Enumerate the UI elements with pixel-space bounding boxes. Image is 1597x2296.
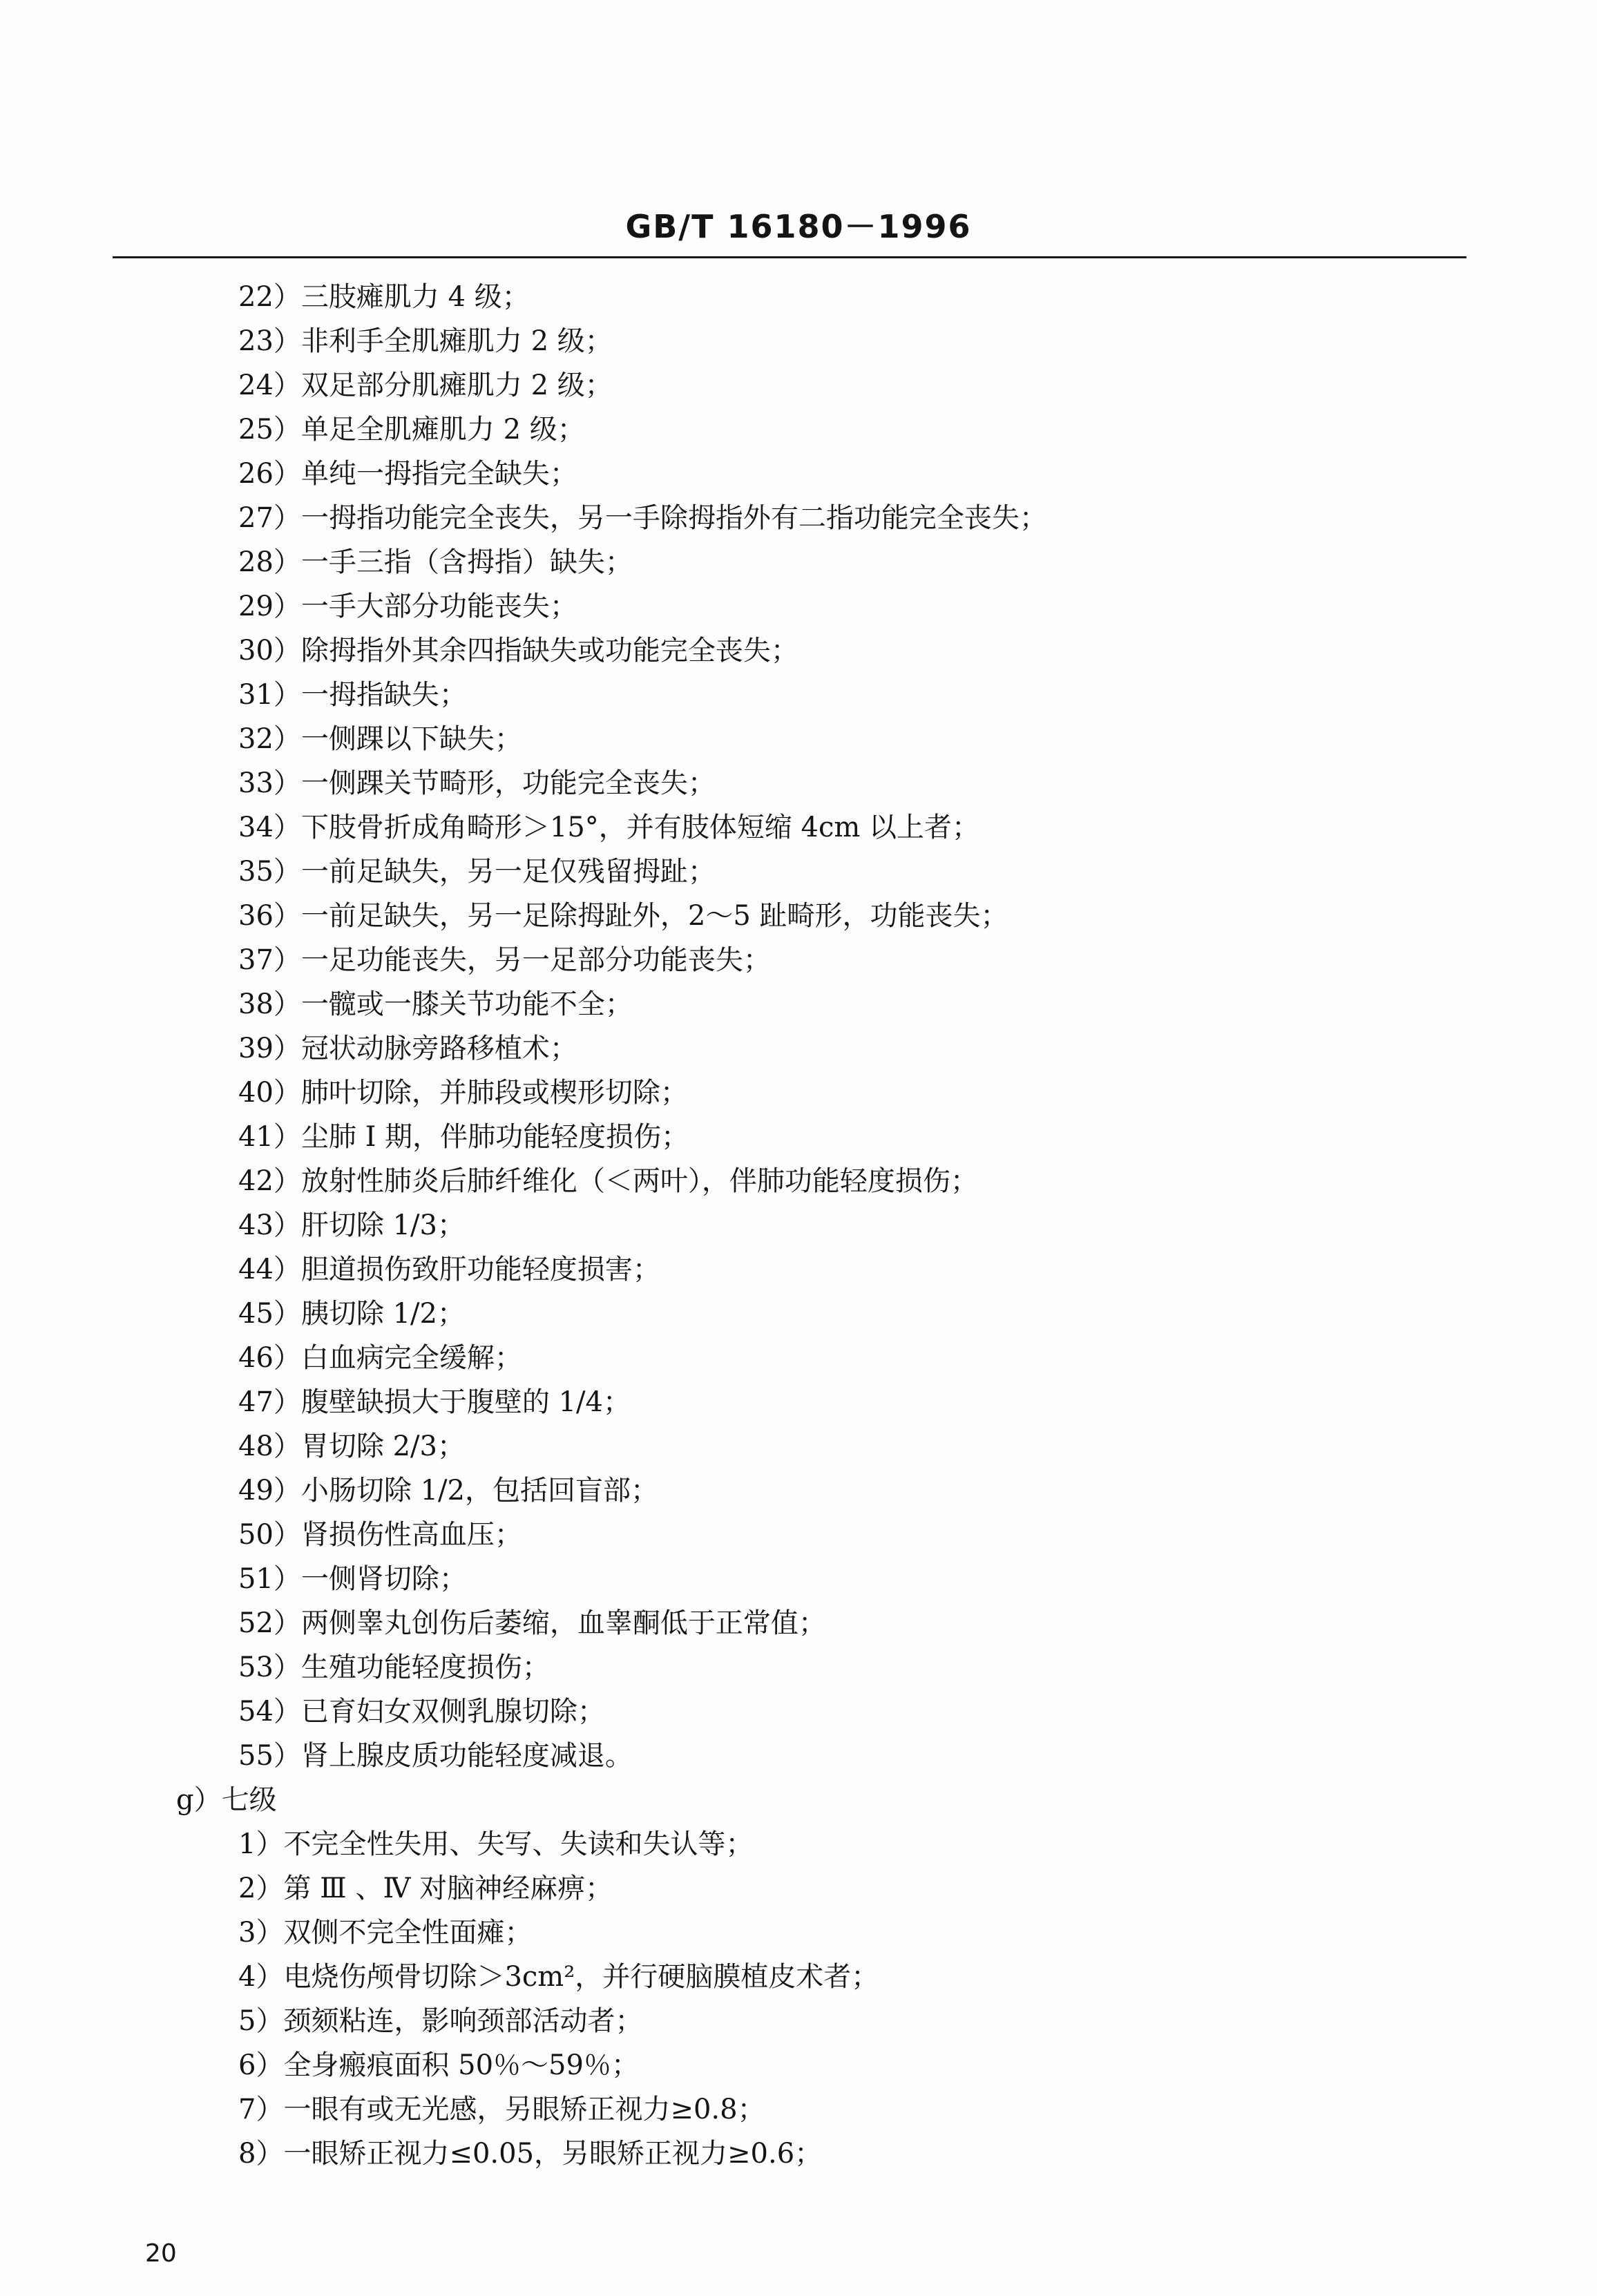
list-item: 30）除拇指外其余四指缺失或功能完全丧失； bbox=[238, 635, 798, 667]
list-item: 8）一眼矫正视力≤0.05，另眼矫正视力≥0.6； bbox=[238, 2138, 823, 2170]
list-item: 45）胰切除 1/2； bbox=[238, 1298, 465, 1330]
list-item: 33）一侧踝关节畸形，功能完全丧失； bbox=[238, 767, 716, 799]
list-item: 26）单纯一拇指完全缺失； bbox=[238, 458, 577, 490]
list-item: 32）一侧踝以下缺失； bbox=[238, 723, 522, 755]
list-item: 6）全身瘢痕面积 50％～59％； bbox=[238, 2049, 639, 2081]
list-item: 35）一前足缺失，另一足仅残留拇趾； bbox=[238, 856, 716, 888]
list-item: 40）肺叶切除，并肺段或楔形切除； bbox=[238, 1077, 688, 1109]
list-item: 25）单足全肌瘫肌力 2 级； bbox=[238, 414, 585, 446]
list-item: 37）一足功能丧失，另一足部分功能丧失； bbox=[238, 944, 771, 976]
list-item: 34）下肢骨折成角畸形＞15°，并有肢体短缩 4cm 以上者； bbox=[238, 812, 980, 843]
list-item: 53）生殖功能轻度损伤； bbox=[238, 1652, 550, 1683]
list-item: 38）一髋或一膝关节功能不全； bbox=[238, 988, 633, 1020]
list-item: 3）双侧不完全性面瘫； bbox=[238, 1917, 533, 1949]
list-item: 47）腹壁缺损大于腹壁的 1/4； bbox=[238, 1386, 631, 1418]
list-item: 43）肝切除 1/3； bbox=[238, 1209, 465, 1241]
list-item: 51）一侧肾切除； bbox=[238, 1563, 467, 1595]
standard-number-header: GB/T 16180－1996 bbox=[625, 208, 972, 245]
list-item: 54）已育妇女双侧乳腺切除； bbox=[238, 1696, 605, 1728]
list-item: 52）两侧睾丸创伤后萎缩，血睾酮低于正常值； bbox=[238, 1607, 826, 1639]
list-item: 50）肾损伤性高血压； bbox=[238, 1519, 522, 1551]
list-item: 22）三肢瘫肌力 4 级； bbox=[238, 281, 530, 313]
list-item: 48）胃切除 2/3； bbox=[238, 1431, 465, 1462]
header-divider bbox=[113, 256, 1466, 258]
list-item: 39）冠状动脉旁路移植术； bbox=[238, 1033, 577, 1064]
list-item: 36）一前足缺失，另一足除拇趾外，2～5 趾畸形，功能丧失； bbox=[238, 900, 1008, 932]
list-item: 42）放射性肺炎后肺纤维化（＜两叶），伴肺功能轻度损伤； bbox=[238, 1165, 978, 1197]
list-item: 1）不完全性失用、失写、失读和失认等； bbox=[238, 1828, 754, 1860]
page-number: 20 bbox=[145, 2239, 177, 2268]
list-item: 27）一拇指功能完全丧失，另一手除拇指外有二指功能完全丧失； bbox=[238, 502, 1047, 534]
list-item: 31）一拇指缺失； bbox=[238, 679, 467, 711]
list-item: 44）胆道损伤致肝功能轻度损害； bbox=[238, 1254, 660, 1285]
section-heading-grade-7: g）七级 bbox=[176, 1784, 277, 1816]
list-item: 5）颈颏粘连，影响颈部活动者； bbox=[238, 2005, 643, 2037]
list-item: 41）尘肺 Ⅰ 期，伴肺功能轻度损伤； bbox=[238, 1121, 689, 1153]
list-item: 23）非利手全肌瘫肌力 2 级； bbox=[238, 325, 613, 357]
list-item: 7）一眼有或无光感，另眼矫正视力≥0.8； bbox=[238, 2094, 765, 2125]
list-item: 4）电烧伤颅骨切除＞3cm²，并行硬脑膜植皮术者； bbox=[238, 1961, 879, 1993]
list-item: 24）双足部分肌瘫肌力 2 级； bbox=[238, 370, 613, 401]
list-item: 55）肾上腺皮质功能轻度减退。 bbox=[238, 1740, 633, 1772]
list-item: 2）第 Ⅲ 、Ⅳ 对脑神经麻痹； bbox=[238, 1873, 613, 1904]
list-item: 49）小肠切除 1/2，包括回盲部； bbox=[238, 1475, 658, 1506]
list-item: 28）一手三指（含拇指）缺失； bbox=[238, 546, 633, 578]
list-item: 46）白血病完全缓解； bbox=[238, 1342, 522, 1374]
list-item: 29）一手大部分功能丧失； bbox=[238, 591, 577, 622]
